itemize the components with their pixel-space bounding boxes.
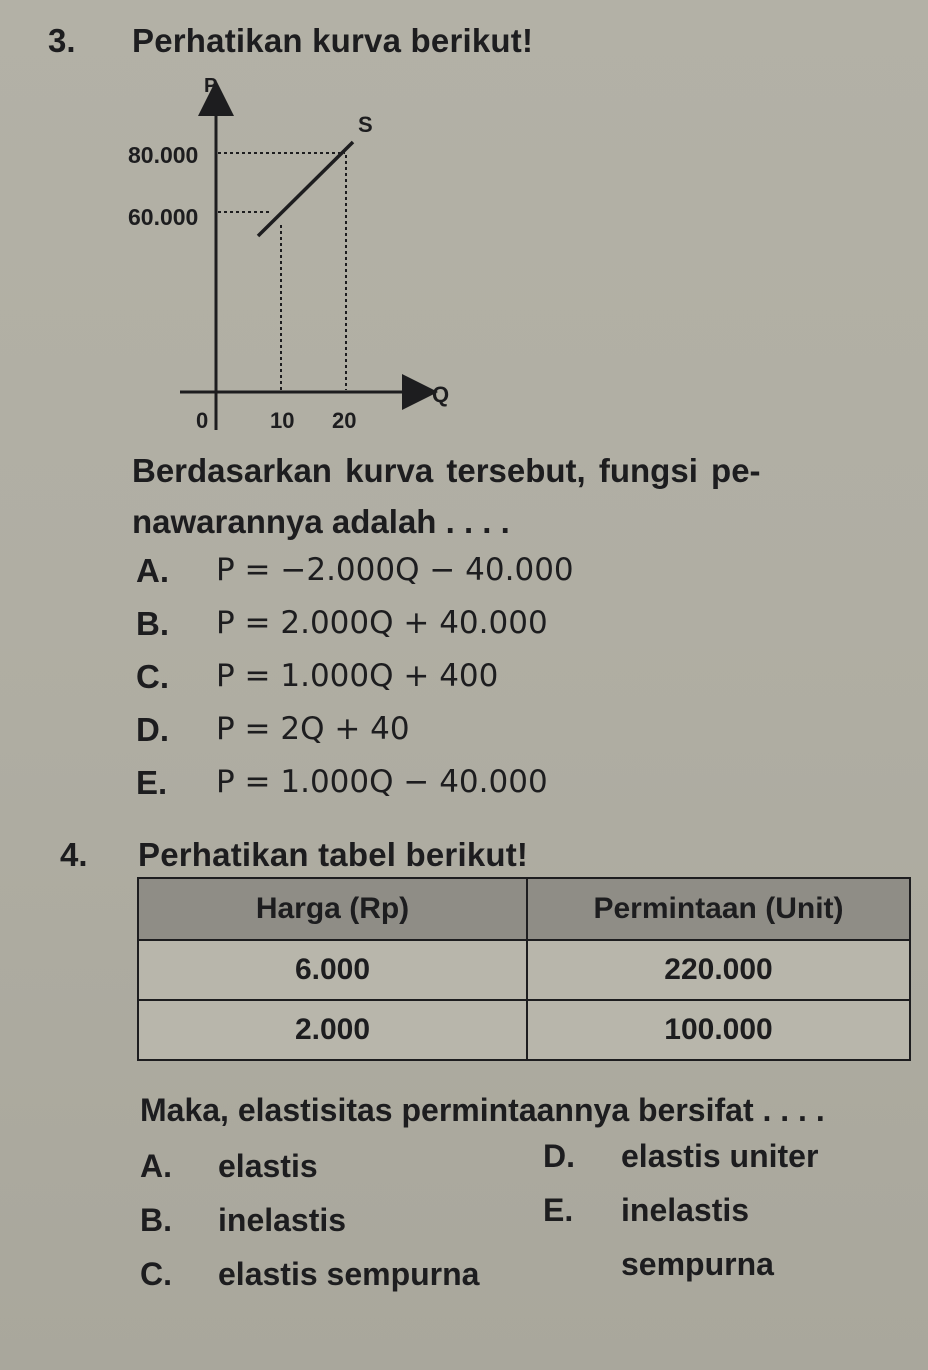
q4-option-d-letter: D. — [543, 1138, 575, 1174]
q-axis-label: Q — [432, 382, 450, 407]
q4-option-b-text: inelastis — [218, 1202, 347, 1238]
x-tick-20: 20 — [332, 408, 357, 433]
table-header-row — [138, 878, 910, 940]
q3-option-d-letter: D. — [136, 711, 169, 748]
q4-option-c-text: elastis sempurna — [218, 1256, 480, 1292]
question-3-title: Perhatikan kurva berikut! — [132, 22, 534, 59]
q3-option-e-letter: E. — [136, 764, 168, 801]
q3-option-b-letter: B. — [136, 605, 169, 642]
y-tick-60000: 60.000 — [128, 204, 199, 230]
q4-option-b-letter: B. — [140, 1202, 172, 1238]
question-4-number: 4. — [60, 836, 88, 873]
table-cell: 6.000 — [138, 940, 527, 1000]
supply-curve-graph — [0, 60, 928, 500]
question-3-number: 3. — [48, 22, 76, 59]
q3-option-e-text: P = 1.000Q − 40.000 — [216, 764, 548, 800]
price-demand-table — [137, 877, 911, 1061]
table-row — [138, 940, 910, 1000]
q3-option-c-letter: C. — [136, 658, 169, 695]
table-cell: 2.000 — [138, 1000, 527, 1060]
q3-option-a-text: P = −2.000Q − 40.000 — [216, 552, 574, 588]
q4-option-d-text: elastis uniter — [621, 1138, 819, 1174]
table-header-price: Harga (Rp) — [138, 878, 527, 940]
supply-line — [258, 142, 353, 236]
q4-option-e-text-line-2: sempurna — [621, 1246, 774, 1282]
y-tick-80000: 80.000 — [128, 142, 199, 168]
q4-option-e-letter: E. — [543, 1192, 574, 1228]
q3-option-a-letter: A. — [136, 552, 169, 589]
q4-option-c-letter: C. — [140, 1256, 172, 1292]
q4-option-a-text: elastis — [218, 1148, 318, 1184]
q4-option-a-letter: A. — [140, 1148, 172, 1184]
question-4-title: Perhatikan tabel berikut! — [138, 836, 529, 873]
question-3-line-2: nawarannya adalah . . . . — [132, 503, 510, 540]
question-4-text: Maka, elastisitas permintaannya bersifat . . . . — [140, 1092, 825, 1128]
table-row — [138, 1000, 910, 1060]
table-header-demand: Permintaan (Unit) — [527, 878, 910, 940]
q3-option-b-text: P = 2.000Q + 40.000 — [216, 605, 548, 641]
q4-option-e-text: inelastis — [621, 1192, 750, 1228]
table-cell: 220.000 — [527, 940, 910, 1000]
q3-option-c-text: P = 1.000Q + 400 — [216, 658, 499, 694]
x-tick-0: 0 — [196, 408, 209, 433]
q3-option-d-text: P = 2Q + 40 — [216, 711, 410, 747]
table-cell: 100.000 — [527, 1000, 910, 1060]
p-axis-label: P — [204, 75, 218, 97]
x-tick-10: 10 — [270, 408, 295, 433]
s-curve-label: S — [358, 112, 373, 137]
question-3-line-1: Berdasarkan kurva tersebut, fungsi pe- — [132, 452, 761, 489]
